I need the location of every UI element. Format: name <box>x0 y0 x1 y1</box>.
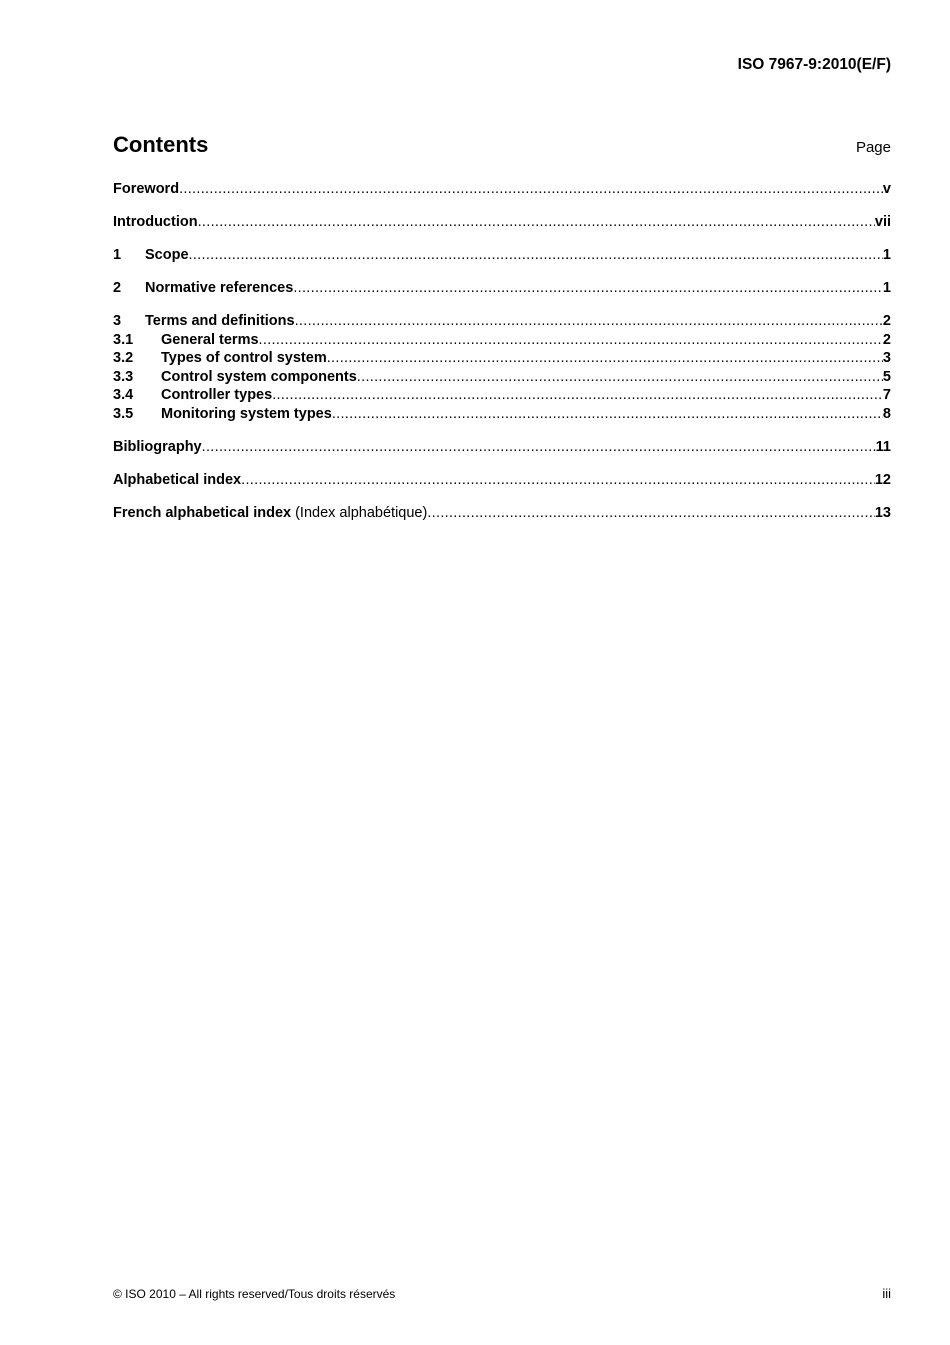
toc-entry-foreword[interactable] <box>113 180 891 199</box>
copyright-notice: © ISO 2010 – All rights reserved/Tous droits réservés <box>113 1287 396 1301</box>
page-column-label: Page <box>855 139 891 156</box>
toc-entry-title: Controller types <box>161 387 273 403</box>
toc-leader-dots <box>202 438 876 457</box>
toc-entry-title: Introduction <box>113 214 198 230</box>
toc-leader-dots <box>293 279 883 298</box>
toc-leader-dots <box>198 213 875 232</box>
toc-entry-page: 2 <box>882 313 891 329</box>
toc-entry-number: 3.3 <box>113 368 134 385</box>
toc-entry-controller-types[interactable] <box>113 386 891 405</box>
toc-entry-normative-references[interactable] <box>113 279 891 298</box>
toc-entry-page: 1 <box>882 247 891 263</box>
toc-entry-french-alphabetical-index[interactable] <box>113 504 891 523</box>
toc-entry-types-of-control-system[interactable] <box>113 349 891 368</box>
toc-entry-title: Bibliography <box>113 438 202 455</box>
toc-leader-dots <box>259 331 883 350</box>
toc-leader-dots <box>295 312 883 331</box>
toc-leader-dots <box>332 405 883 424</box>
toc-leader-dots <box>327 349 883 368</box>
toc-entry-title: French alphabetical index <box>113 504 292 521</box>
toc-entry-page: 8 <box>882 405 891 422</box>
toc-entry-page: 13 <box>874 504 891 521</box>
toc-entry-page: 5 <box>882 368 891 385</box>
toc-entry-number: 1 <box>113 247 122 263</box>
toc-entry-general-terms[interactable] <box>113 331 891 350</box>
toc-entry-page: 1 <box>882 280 891 296</box>
toc-entry-page: 3 <box>882 350 891 366</box>
toc-entry-page: v <box>882 181 891 197</box>
toc-entry-number: 3 <box>113 313 122 329</box>
toc-entry-terms-and-definitions[interactable] <box>113 312 891 331</box>
toc-entry-page: 7 <box>882 387 891 403</box>
toc-entry-number: 3.1 <box>113 331 134 348</box>
toc-entry-title: Terms and definitions <box>145 313 295 329</box>
toc-leader-dots <box>272 386 883 405</box>
page-number: iii <box>882 1286 891 1301</box>
toc-entry-page: vii <box>874 214 891 230</box>
document-id: ISO 7967-9:2010(E/F) <box>737 56 891 73</box>
toc-entry-monitoring-system-types[interactable] <box>113 405 891 424</box>
toc-entry-title: Monitoring system types <box>161 405 332 422</box>
toc-leader-dots <box>241 471 875 490</box>
toc-entry-number: 2 <box>113 280 122 296</box>
contents-heading: Contents <box>113 132 209 157</box>
toc-entry-scope[interactable] <box>113 246 891 265</box>
toc-entry-title: Types of control system <box>161 350 327 366</box>
toc-entry-title: General terms <box>161 331 259 348</box>
toc-entry-introduction[interactable] <box>113 213 891 232</box>
toc-entry-number: 3.2 <box>113 350 134 366</box>
toc-entry-title-group <box>113 504 427 523</box>
toc-entry-bibliography[interactable] <box>113 438 891 457</box>
toc-entry-title: Foreword <box>113 181 180 197</box>
toc-entry-control-system-components[interactable] <box>113 368 891 387</box>
toc-entry-title: Scope <box>145 247 189 263</box>
toc-entry-page: 2 <box>882 331 891 348</box>
toc-entry-title: Normative references <box>145 280 294 296</box>
table-of-contents <box>113 180 891 522</box>
toc-leader-dots <box>189 246 883 265</box>
toc-entry-page: 12 <box>874 471 891 488</box>
toc-leader-dots <box>179 180 883 199</box>
toc-leader-dots <box>427 504 875 523</box>
toc-entry-alphabetical-index[interactable] <box>113 471 891 490</box>
toc-entry-subtitle: (Index alphabétique) <box>291 504 428 521</box>
toc-entry-number: 3.5 <box>113 405 134 422</box>
toc-leader-dots <box>357 368 883 387</box>
toc-entry-page: 11 <box>875 438 891 455</box>
toc-entry-title: Control system components <box>161 368 357 385</box>
toc-entry-title: Alphabetical index <box>113 471 242 488</box>
toc-entry-number: 3.4 <box>113 387 134 403</box>
